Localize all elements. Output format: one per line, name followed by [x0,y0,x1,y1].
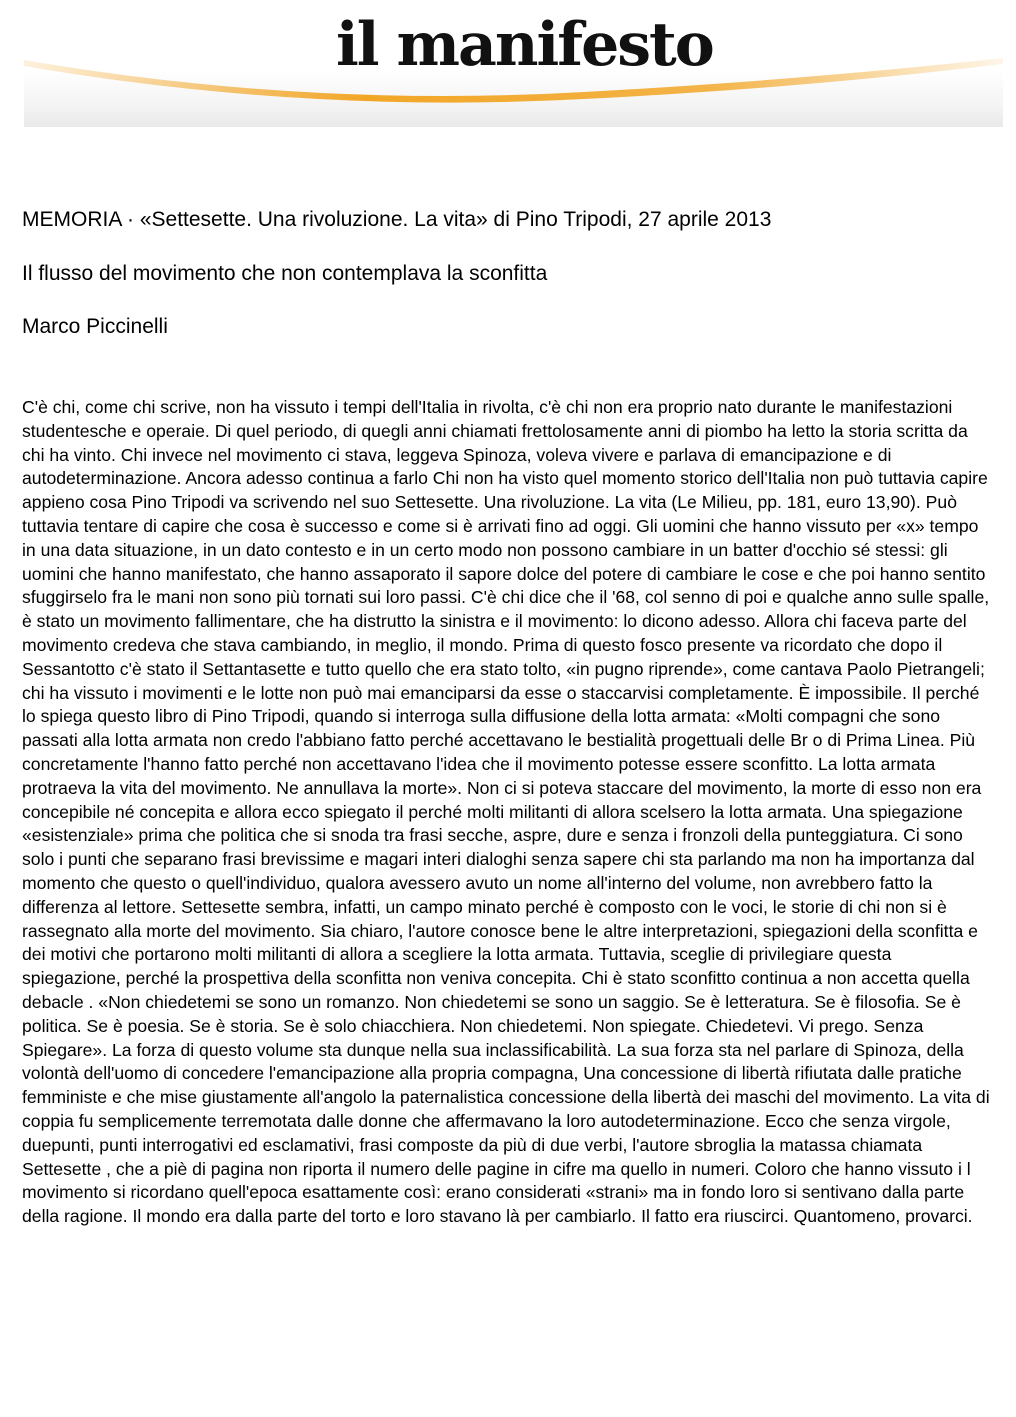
article-author: Marco Piccinelli [22,315,168,338]
article-title: Il flusso del movimento che non contemplava la sconfitta [22,262,548,285]
masthead-banner [24,0,1003,127]
article-kicker: MEMORIA · «Settesette. Una rivoluzione. La vita» di Pino Tripodi, 27 aprile 2013 [22,208,772,231]
newspaper-logo[interactable]: il manifesto [336,10,713,80]
article-body: C'è chi, come chi scrive, non ha vissuto i tempi dell'Italia in rivolta, c'è chi non era proprio nato durante le manifestazioni studentesche e operaie. Di quel periodo, di quegli anni chiamati frettolosamente anni di piombo ha letto la storia scritta da chi ha vinto. Chi invece nel movimento ci stava, leggeva Spinoza, voleva vivere e parlava di emancipazione e di autodeterminazione. Ancora adesso continua a farlo Chi non ha visto quel momento storico dell'Italia non può tuttavia capire appieno cosa Pino Tripodi va scrivendo nel suo Settesette. Una rivoluzione. La vita (Le Milieu, pp. 181, euro 13,90). Può tuttavia tentare di capire che cosa è successo e come si è arrivati fino ad oggi. Gli uomini che hanno vissuto per «x» tempo in una data situazione, in un dato contesto e in un certo modo non possono cambiare in un batter d'occhio sé stessi: gli uomini che hanno manifestato, che hanno assaporato il sapore dolce del potere di cambiare le cose e che poi hanno sentito sfuggirselo fra le mani non sono più tornati sui loro passi. C'è chi dice che il '68, col senno di poi e qualche anno sulle spalle, è stato un movimento fallimentare, che ha distrutto la sinistra e il movimento: lo dicono adesso. Allora chi faceva parte del movimento credeva che stava cambiando, in meglio, il mondo. Prima di questo fosco presente va ricordato che dopo il Sessantotto c'è stato il Settantasette e tutto quello che era stato tolto, «in pugno riprende», come cantava Paolo Pietrangeli; chi ha vissuto i movimenti e le lotte non può mai emanciparsi da esse o staccarvisi completamente. È impossibile. Il perché lo spiega questo libro di Pino Tripodi, quando si interroga sulla diffusione della lotta armata: «Molti compagni che sono passati alla lotta armata non credo l'abbiano fatto perché accettavano le bestialità progettuali delle Br o di Prima Linea. Più concretamente l'hanno fatto perché non accettavano l'idea che il movimento potesse essere sconfitto. La lotta armata protraeva la vita del movimento. Ne annullava la morte». Non ci si poteva staccare del movimento, la morte di esso non era concepibile né concepita e allora ecco spiegato il perché molti militanti di allora scelsero la lotta armata. Una spiegazione «esistenziale» prima che politica che si snoda tra frasi secche, aspre, dure e senza i fronzoli della punteggiatura. Ci sono solo i punti che separano frasi brevissime e magari interi dialoghi senza sapere chi sta parlando ma non ha importanza dal momento che questo o quell'individuo, qualora avessero avuto un nome all'interno del volume, non avrebbero fatto la differenza al lettore. Settesette sembra, infatti, un campo minato perché è composto con le voci, le storie di chi non si è rassegnato alla morte del movimento. Sia chiaro, l'autore conosce bene le altre interpretazioni, spiegazioni della sconfitta e dei motivi che portarono molti militanti di allora a scegliere la lotta armata. Tuttavia, sceglie di privilegiare questa spiegazione, perché la prospettiva della sconfitta non veniva concepita. Chi è stato sconfitto continua a non accetta quella debacle . «Non chiedetemi se sono un romanzo. Non chiedetemi se sono un saggio. Se è letteratura. Se è filosofia. Se è politica. Se è poesia. Se è storia. Se è solo chiacchiera. Non chiedetemi. Non spiegate. Chiedetevi. Vi prego. Senza Spiegare». La forza di questo volume sta dunque nella sua inclassificabilità. La sua forza sta nel parlare di Spinoza, della volontà dell'uomo di concedere l'emancipazione alla propria compagna, Una concessione di libertà rifiutata dalle pratiche femministe e che mise giustamente all'angolo la paternalistica concessione della libertà dei maschi del movimento. La vita di coppia fu semplicemente terremotata dalle donne che affermavano la loro autodeterminazione. Ecco che senza virgole, duepunti, punti interrogativi ed esclamativi, frasi composte da più di due verbi, l'autore sbroglia la matassa chiamata Settesette , che a piè di pagina non riporta il numero delle pagine in cifre ma quello in numeri. Coloro che hanno vissuto i l movimento si ricordano quell'epoca esattamente così: erano considerati «strani» ma in fondo loro si sentivano dalla parte della ragione. Il mondo era dalla parte del torto e loro stavano là per cambiarlo. Il fatto era riuscirci. Quantomeno, provarci. [22,397,990,1227]
